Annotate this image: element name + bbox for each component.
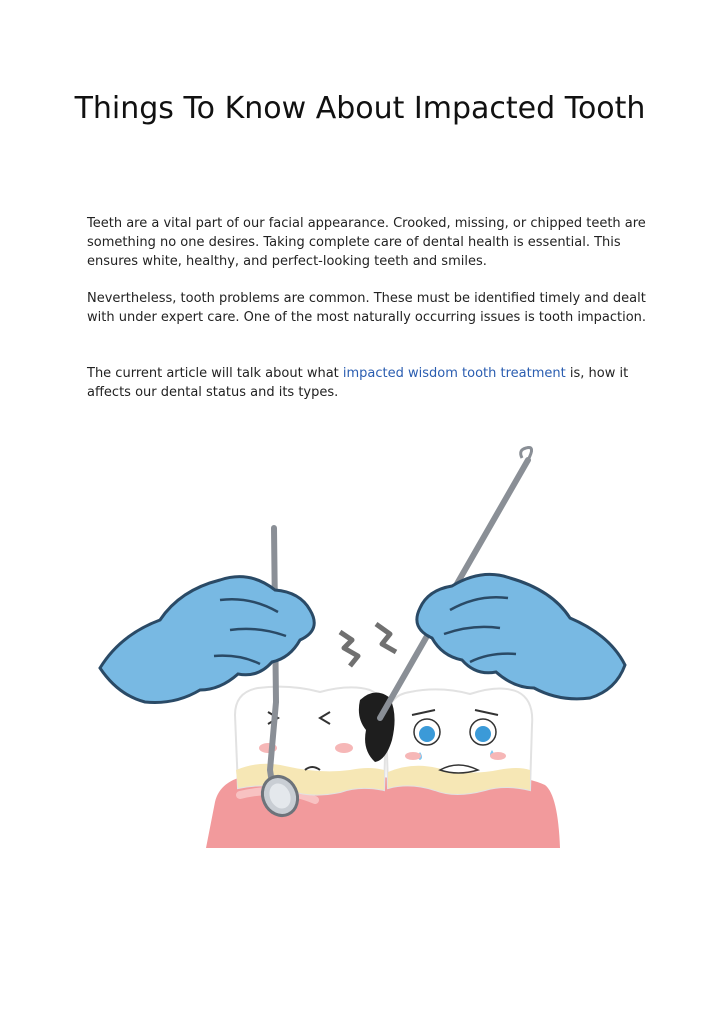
crack-icon xyxy=(340,624,396,666)
intro-paragraph: Teeth are a vital part of our facial appearance. Crooked, missing, or chipped teeth are something no one desires. Taking complete care of dental health is essential. This ensures white, healthy, and perfect-looking teeth and smiles. xyxy=(87,216,646,269)
glove-hand-icon xyxy=(417,574,625,698)
dental-illustration xyxy=(90,440,635,870)
glove-hand-icon xyxy=(100,577,314,703)
paragraph-text-after-link: is, how it affects our dental status and its types. xyxy=(87,366,629,400)
body-paragraph: Nevertheless, tooth problems are common. These must be identified timely and dealt with under expert care. One of the most naturally occurring issues is tooth impaction. xyxy=(87,291,647,325)
tooth-icon xyxy=(386,688,532,794)
article-purpose-paragraph xyxy=(87,364,647,402)
page-title: Things To Know About Impacted Tooth xyxy=(74,91,646,126)
paragraph-text-before-link: The current article will talk about what xyxy=(87,366,343,381)
impacted-wisdom-tooth-treatment-link[interactable]: impacted wisdom tooth treatment xyxy=(342,366,566,381)
